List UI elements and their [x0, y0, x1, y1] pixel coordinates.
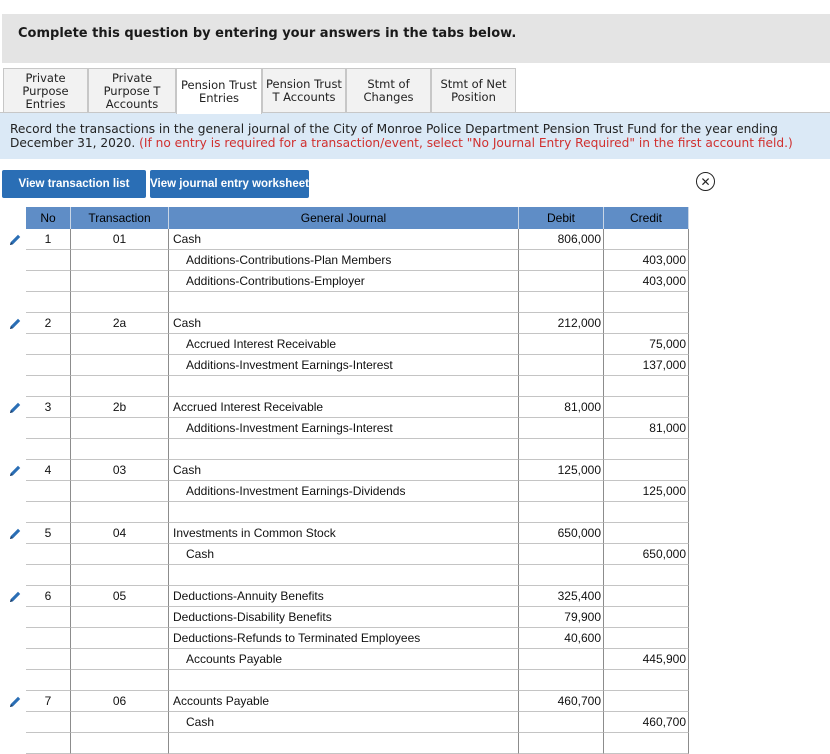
credit-cell[interactable]	[604, 607, 689, 628]
debit-cell[interactable]: 40,600	[519, 628, 604, 649]
tab-pension-trust-t-accounts[interactable]: Pension Trust T Accounts	[262, 68, 346, 113]
debit-cell[interactable]	[519, 250, 604, 271]
entry-number: 4	[26, 460, 71, 481]
entry-number: 6	[26, 586, 71, 607]
pencil-icon	[7, 232, 23, 248]
account-cell[interactable]: Additions-Investment Earnings-Dividends	[169, 481, 519, 502]
empty-cell	[71, 607, 169, 628]
empty-cell	[26, 544, 71, 565]
empty-cell	[169, 502, 519, 523]
transaction-id: 05	[71, 586, 169, 607]
empty-cell	[26, 292, 71, 313]
column-header-debit: Debit	[519, 207, 604, 229]
tab-private-purpose-entries[interactable]: Private Purpose Entries	[3, 68, 88, 113]
empty-cell	[169, 292, 519, 313]
empty-cell	[71, 649, 169, 670]
empty-cell	[71, 334, 169, 355]
entry-number: 5	[26, 523, 71, 544]
empty-cell	[26, 271, 71, 292]
debit-cell[interactable]	[519, 481, 604, 502]
edit-entry-button[interactable]	[3, 587, 26, 606]
empty-cell	[26, 250, 71, 271]
empty-cell	[71, 292, 169, 313]
header-title: Complete this question by entering your answers in the tabs below.	[18, 26, 517, 41]
pencil-icon	[7, 526, 23, 542]
empty-cell	[71, 502, 169, 523]
account-cell[interactable]: Additions-Investment Earnings-Interest	[169, 418, 519, 439]
account-cell[interactable]: Accrued Interest Receivable	[169, 397, 519, 418]
empty-cell	[71, 733, 169, 754]
debit-cell[interactable]	[519, 271, 604, 292]
tab-pension-trust-entries[interactable]: Pension Trust Entries	[176, 68, 262, 114]
account-cell[interactable]: Additions-Contributions-Plan Members	[169, 250, 519, 271]
credit-cell[interactable]	[604, 397, 689, 418]
empty-cell	[169, 439, 519, 460]
empty-cell	[26, 334, 71, 355]
credit-cell[interactable]: 81,000	[604, 418, 689, 439]
empty-cell	[71, 250, 169, 271]
empty-cell	[26, 439, 71, 460]
debit-cell[interactable]	[519, 418, 604, 439]
empty-cell	[26, 418, 71, 439]
empty-cell	[604, 439, 689, 460]
empty-cell	[26, 376, 71, 397]
debit-cell[interactable]	[519, 334, 604, 355]
debit-cell[interactable]: 79,900	[519, 607, 604, 628]
empty-cell	[519, 376, 604, 397]
debit-cell[interactable]: 125,000	[519, 460, 604, 481]
empty-cell	[604, 502, 689, 523]
empty-cell	[26, 670, 71, 691]
account-cell[interactable]: Deductions-Refunds to Terminated Employees	[169, 628, 519, 649]
empty-cell	[519, 565, 604, 586]
edit-entry-button[interactable]	[3, 692, 26, 711]
debit-cell[interactable]: 806,000	[519, 229, 604, 250]
empty-cell	[26, 565, 71, 586]
debit-cell[interactable]	[519, 712, 604, 733]
instructions-note: (If no entry is required for a transaction/event, select "No Journal Entry Required" in the first account field.)	[139, 136, 793, 150]
entry-number: 2	[26, 313, 71, 334]
credit-cell[interactable]	[604, 229, 689, 250]
debit-cell[interactable]	[519, 544, 604, 565]
empty-cell	[71, 418, 169, 439]
debit-cell[interactable]: 325,400	[519, 586, 604, 607]
debit-cell[interactable]: 650,000	[519, 523, 604, 544]
empty-cell	[26, 628, 71, 649]
column-header-credit: Credit	[604, 207, 689, 229]
account-cell[interactable]: Cash	[169, 313, 519, 334]
empty-cell	[519, 670, 604, 691]
empty-cell	[169, 733, 519, 754]
empty-cell	[71, 355, 169, 376]
edit-entry-button[interactable]	[3, 461, 26, 480]
empty-cell	[26, 355, 71, 376]
entry-number: 7	[26, 691, 71, 712]
credit-cell[interactable]	[604, 460, 689, 481]
empty-cell	[26, 733, 71, 754]
credit-cell[interactable]: 75,000	[604, 334, 689, 355]
empty-cell	[26, 712, 71, 733]
empty-cell	[71, 376, 169, 397]
credit-cell[interactable]: 445,900	[604, 649, 689, 670]
transaction-id: 01	[71, 229, 169, 250]
debit-cell[interactable]: 81,000	[519, 397, 604, 418]
entry-number: 1	[26, 229, 71, 250]
empty-cell	[26, 481, 71, 502]
transaction-id: 04	[71, 523, 169, 544]
empty-cell	[71, 670, 169, 691]
tab-private-purpose-t-accounts[interactable]: Private Purpose T Accounts	[88, 68, 176, 113]
credit-cell[interactable]	[604, 628, 689, 649]
empty-cell	[604, 292, 689, 313]
account-cell[interactable]: Cash	[169, 460, 519, 481]
pencil-icon	[7, 400, 23, 416]
empty-cell	[604, 376, 689, 397]
empty-cell	[169, 565, 519, 586]
empty-cell	[71, 271, 169, 292]
edit-entry-button[interactable]	[3, 314, 26, 333]
empty-cell	[604, 565, 689, 586]
account-cell[interactable]: Accounts Payable	[169, 691, 519, 712]
empty-cell	[519, 292, 604, 313]
credit-cell[interactable]: 460,700	[604, 712, 689, 733]
column-header-no: No	[26, 207, 71, 229]
empty-cell	[604, 733, 689, 754]
debit-cell[interactable]	[519, 355, 604, 376]
account-cell[interactable]: Deductions-Annuity Benefits	[169, 586, 519, 607]
account-cell[interactable]: Deductions-Disability Benefits	[169, 607, 519, 628]
edit-entry-button[interactable]	[3, 230, 26, 249]
instructions-text: Record the transactions in the general journal of the City of Monroe Police Department Pension Trust Fund for the year ending December 31, 2020. (If no entry is required for a transaction/event, select "No Journal Entry Required" in the first account field.)	[10, 122, 793, 150]
account-cell[interactable]: Cash	[169, 544, 519, 565]
credit-cell[interactable]	[604, 586, 689, 607]
pencil-icon	[7, 589, 23, 605]
account-cell[interactable]: Cash	[169, 712, 519, 733]
column-header-transaction: Transaction	[71, 207, 169, 229]
empty-cell	[71, 628, 169, 649]
debit-cell[interactable]: 212,000	[519, 313, 604, 334]
edit-entry-button[interactable]	[3, 398, 26, 417]
credit-cell[interactable]: 403,000	[604, 271, 689, 292]
empty-cell	[26, 502, 71, 523]
credit-cell[interactable]	[604, 313, 689, 334]
empty-cell	[71, 565, 169, 586]
account-cell[interactable]: Cash	[169, 229, 519, 250]
column-header-general-journal: General Journal	[169, 207, 519, 229]
pencil-icon	[7, 694, 23, 710]
close-icon[interactable]: ✕	[696, 172, 715, 191]
tab-stmt-of-net-position[interactable]: Stmt of Net Position	[431, 68, 516, 113]
edit-entry-button[interactable]	[3, 524, 26, 543]
debit-cell[interactable]	[519, 649, 604, 670]
pencil-icon	[7, 463, 23, 479]
transaction-id: 2b	[71, 397, 169, 418]
entry-number: 3	[26, 397, 71, 418]
tab-stmt-of-changes[interactable]: Stmt of Changes	[346, 68, 431, 113]
credit-cell[interactable]: 403,000	[604, 250, 689, 271]
empty-cell	[519, 502, 604, 523]
view-transaction-list-button[interactable]: View transaction list	[2, 170, 146, 198]
empty-cell	[71, 481, 169, 502]
debit-cell[interactable]: 460,700	[519, 691, 604, 712]
account-cell[interactable]: Additions-Contributions-Employer	[169, 271, 519, 292]
pencil-icon	[7, 316, 23, 332]
credit-cell[interactable]	[604, 523, 689, 544]
transaction-id: 2a	[71, 313, 169, 334]
transaction-id: 03	[71, 460, 169, 481]
view-journal-entry-worksheet-button[interactable]: View journal entry worksheet	[150, 170, 309, 198]
empty-cell	[26, 649, 71, 670]
empty-cell	[71, 544, 169, 565]
empty-cell	[169, 670, 519, 691]
credit-cell[interactable]	[604, 691, 689, 712]
account-cell[interactable]: Additions-Investment Earnings-Interest	[169, 355, 519, 376]
empty-cell	[519, 439, 604, 460]
empty-cell	[71, 439, 169, 460]
empty-cell	[169, 376, 519, 397]
account-cell[interactable]: Accounts Payable	[169, 649, 519, 670]
credit-cell[interactable]: 650,000	[604, 544, 689, 565]
transaction-id: 06	[71, 691, 169, 712]
empty-cell	[604, 670, 689, 691]
empty-cell	[519, 733, 604, 754]
credit-cell[interactable]: 137,000	[604, 355, 689, 376]
account-cell[interactable]: Accrued Interest Receivable	[169, 334, 519, 355]
empty-cell	[26, 607, 71, 628]
empty-cell	[71, 712, 169, 733]
account-cell[interactable]: Investments in Common Stock	[169, 523, 519, 544]
credit-cell[interactable]: 125,000	[604, 481, 689, 502]
